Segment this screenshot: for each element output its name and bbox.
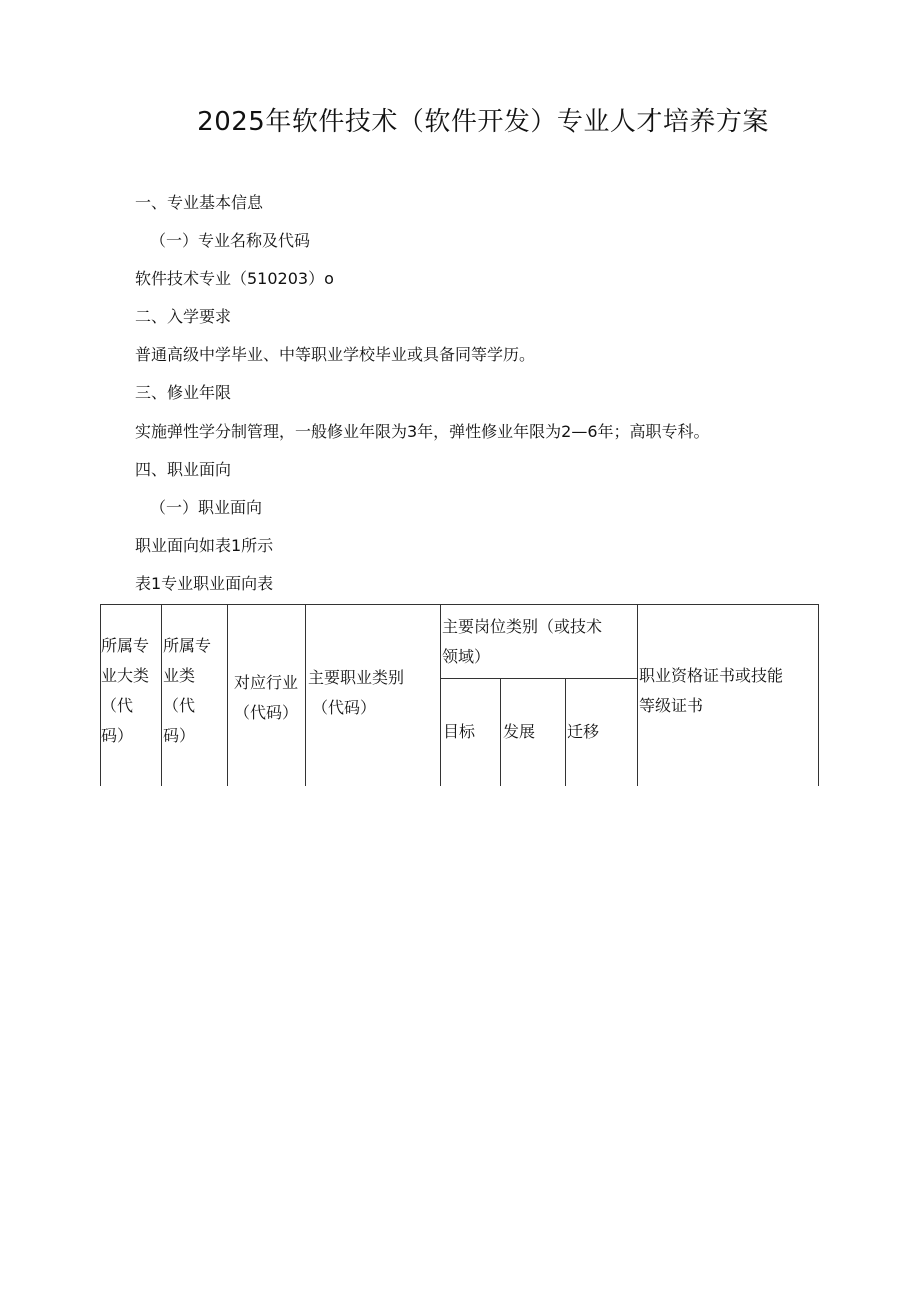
subsection-heading-name-code: （一）专业名称及代码 bbox=[150, 231, 311, 250]
header-transfer: 迁移 bbox=[567, 722, 600, 741]
table-border bbox=[818, 604, 819, 786]
table-border bbox=[565, 678, 566, 786]
header-major-category: 所属专 业大类 （代 码） bbox=[101, 636, 150, 745]
career-table bbox=[100, 604, 820, 786]
table-border bbox=[440, 604, 441, 786]
table-border bbox=[500, 678, 501, 786]
header-certificate: 职业资格证书或技能 等级证书 bbox=[639, 666, 784, 715]
table-sub-header-border bbox=[440, 678, 637, 679]
section-heading-basic-info: 一、专业基本信息 bbox=[135, 193, 264, 212]
paragraph-career: 职业面向如表1所示 bbox=[135, 536, 274, 555]
paragraph-name-code: 软件技术专业（510203）o bbox=[135, 269, 334, 288]
header-target: 目标 bbox=[443, 722, 476, 741]
section-heading-admission: 二、入学要求 bbox=[135, 307, 232, 326]
section-heading-duration: 三、修业年限 bbox=[135, 383, 232, 402]
header-major-class: 所属专 业类 （代 码） bbox=[163, 636, 212, 745]
paragraph-admission: 普通高级中学毕业、中等职业学校毕业或具备同等学历。 bbox=[135, 345, 536, 364]
table-border bbox=[305, 604, 306, 786]
table-caption: 表1专业职业面向表 bbox=[135, 574, 274, 593]
table-border bbox=[637, 604, 638, 786]
header-industry: 对应行业 （代码） bbox=[234, 673, 299, 722]
table-border bbox=[161, 604, 162, 786]
header-occupation-category: 主要职业类别 （代码） bbox=[308, 668, 405, 717]
subsection-heading-career: （一）职业面向 bbox=[150, 498, 263, 517]
header-develop: 发展 bbox=[503, 722, 536, 741]
table-border bbox=[227, 604, 228, 786]
header-position-category: 主要岗位类别（或技术 领域） bbox=[442, 617, 603, 666]
section-heading-career: 四、职业面向 bbox=[135, 460, 232, 479]
table-top-border bbox=[100, 604, 819, 605]
paragraph-duration: 实施弹性学分制管理，一般修业年限为3年，弹性修业年限为2—6年；高职专科。 bbox=[135, 422, 710, 441]
document-title: 2025年软件技术（软件开发）专业人才培养方案 bbox=[197, 107, 769, 137]
